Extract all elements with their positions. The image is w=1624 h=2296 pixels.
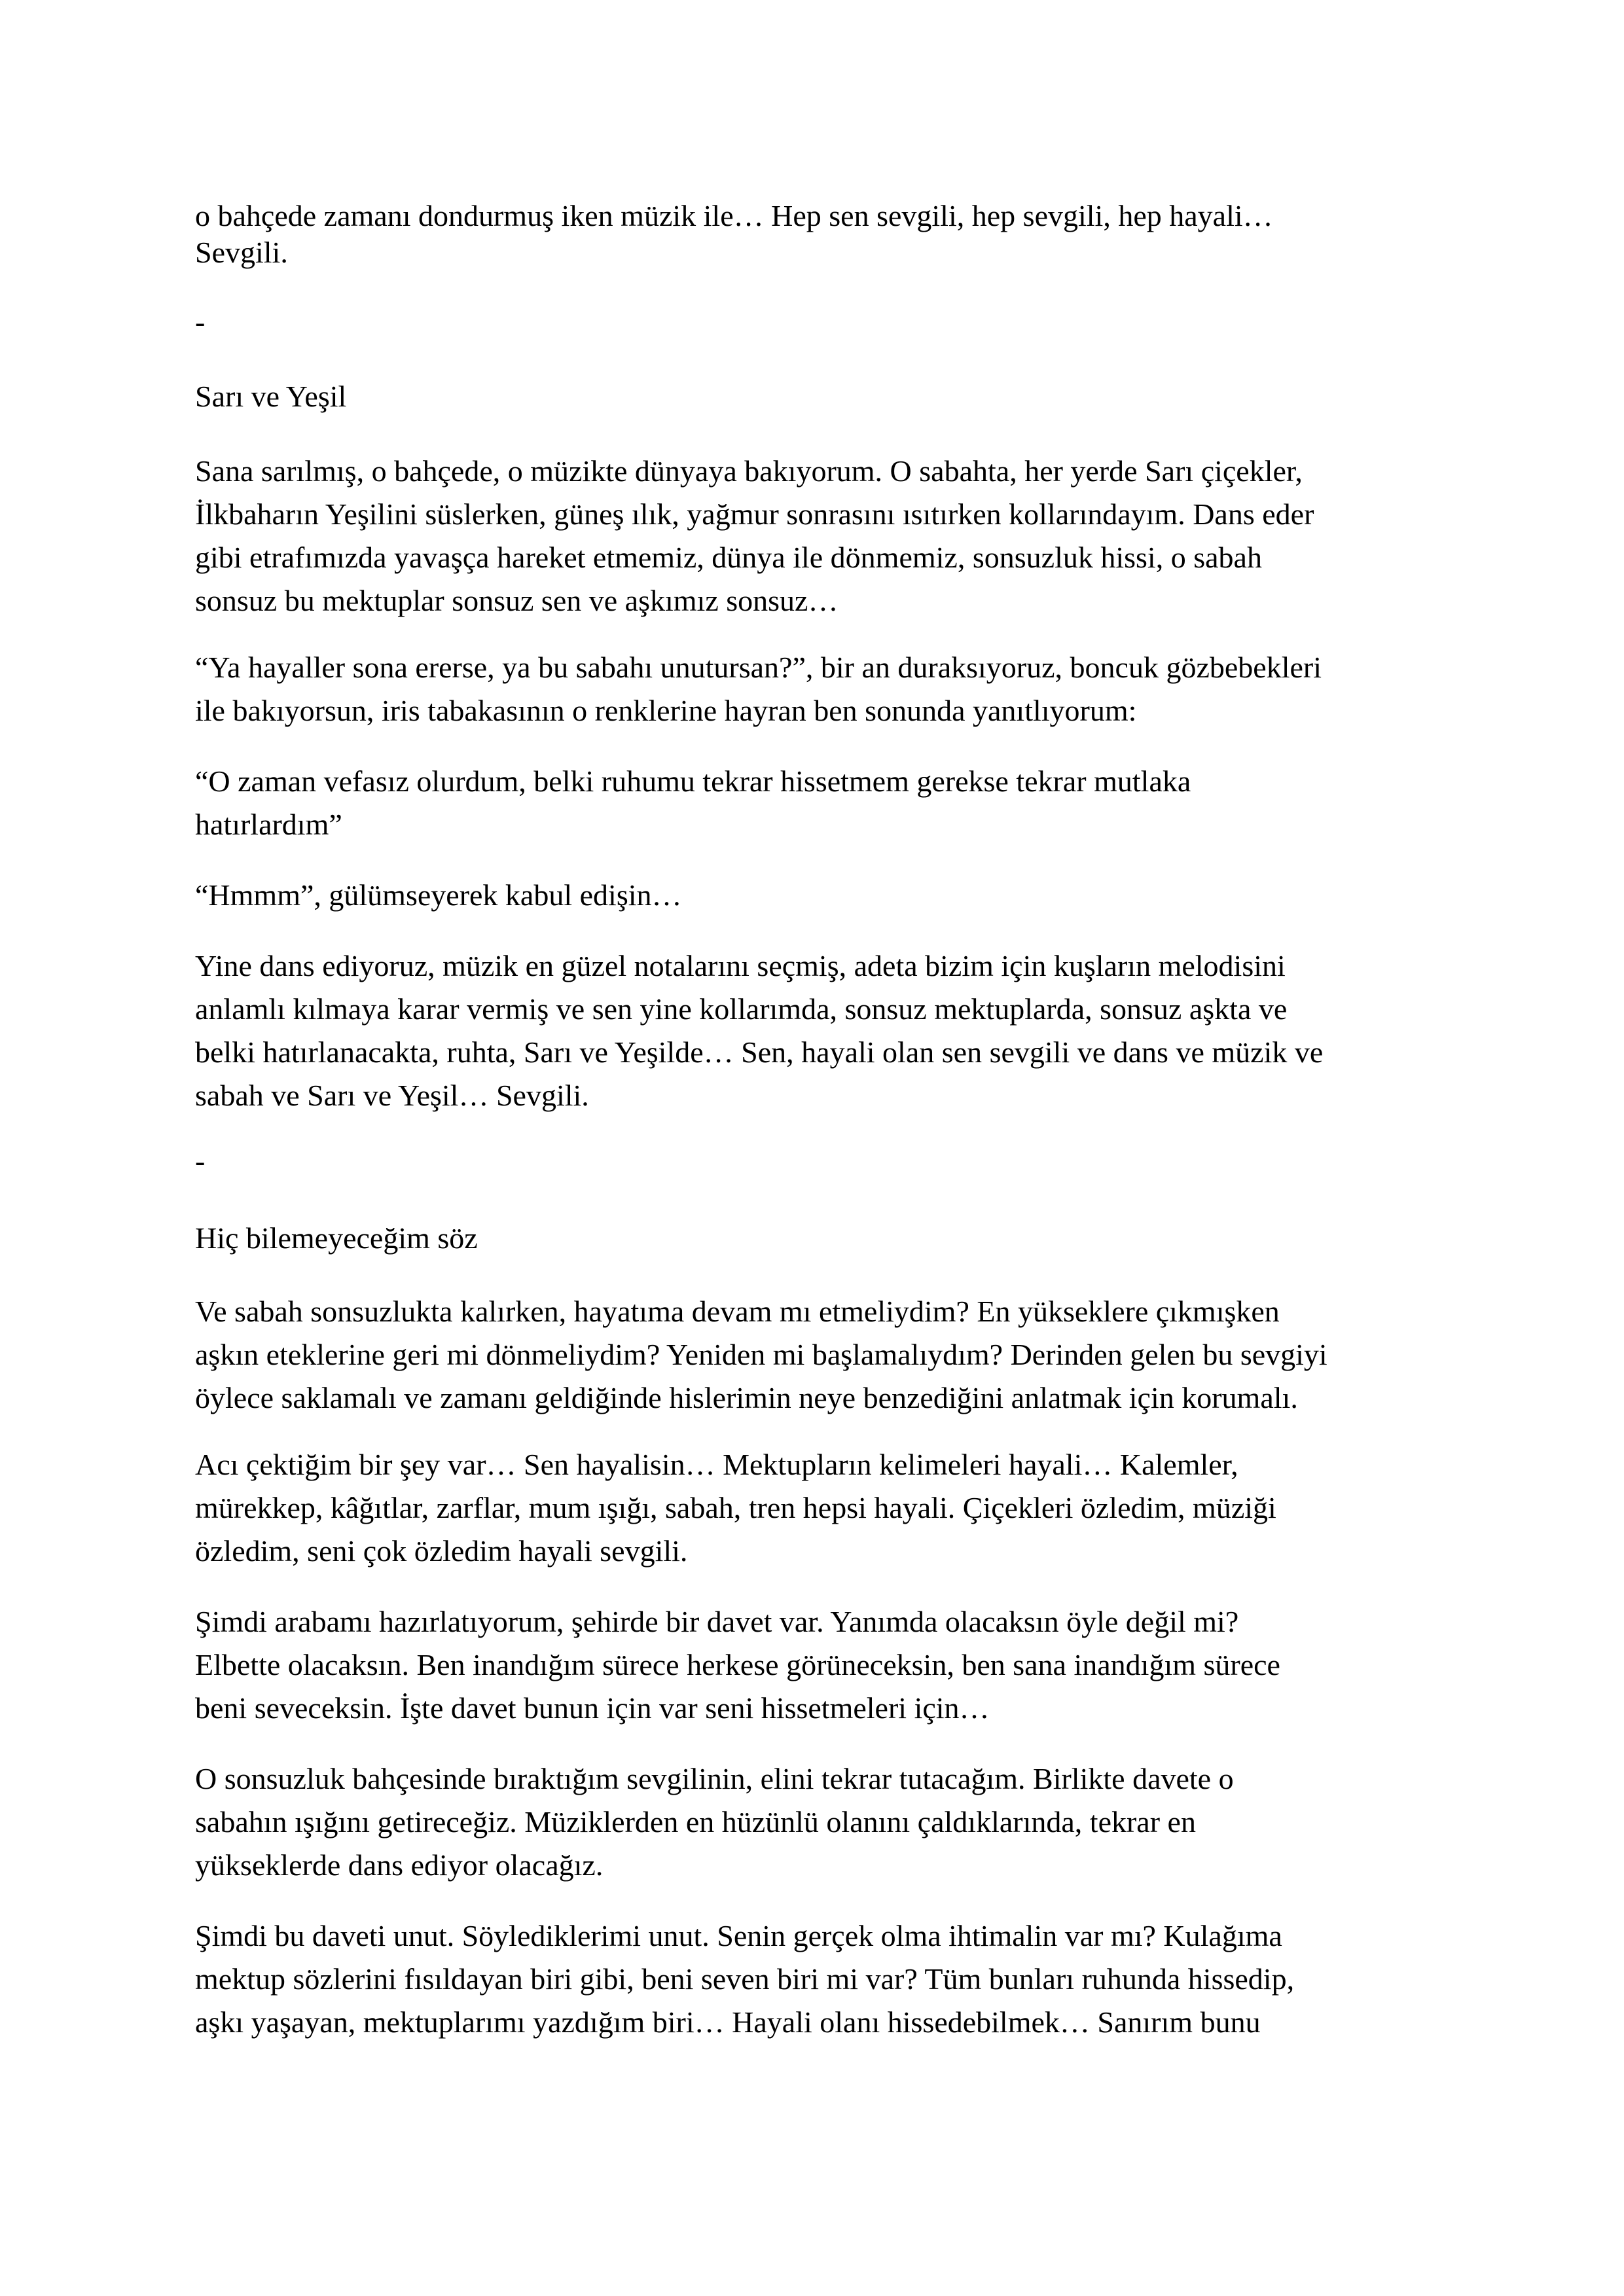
paragraph-line: aşkı yaşayan, mektuplarımı yazdığım biri… Hayali olanı hissedebilmek… Sanırım bunu: [195, 2005, 1261, 2039]
paragraph-line: sabah ve Sarı ve Yeşil… Sevgili.: [195, 1079, 589, 1112]
paragraph-line: belki hatırlanacakta, ruhta, Sarı ve Yeşilde… Sen, hayali olan sen sevgili ve dans ve müzik ve: [195, 1035, 1324, 1069]
paragraph-line: ile bakıyorsun, iris tabakasının o renklerine hayran ben sonunda yanıtlıyorum:: [195, 694, 1137, 727]
paragraph-line: gibi etrafımızda yavaşça hareket etmemiz, dünya ile dönmemiz, sonsuzluk hissi, o sabah: [195, 541, 1262, 574]
paragraph-line: beni seveceksin. İşte davet bunun için var seni hissetmeleri için…: [195, 1691, 990, 1725]
paragraph-line: Yine dans ediyoruz, müzik en güzel notalarını seçmiş, adeta bizim için kuşların melodisini: [195, 949, 1286, 982]
paragraph-line: “Hmmm”, gülümseyerek kabul edişin…: [195, 878, 682, 912]
paragraph-line: sabahın ışığını getireceğiz. Müziklerden en hüzünlü olanını çaldıklarında, tekrar en: [195, 1805, 1196, 1839]
paragraph-line: “Ya hayaller sona ererse, ya bu sabahı unutursan?”, bir an duraksıyoruz, boncuk gözbebekleri: [195, 651, 1322, 684]
paragraph-line: Sana sarılmış, o bahçede, o müzikte dünyaya bakıyorum. O sabahta, her yerde Sarı çiçekler,: [195, 454, 1303, 488]
paragraph-line: Şimdi arabamı hazırlatıyorum, şehirde bir davet var. Yanımda olacaksın öyle değil mi?: [195, 1605, 1239, 1638]
section-heading: Hiç bilemeyeceğim söz: [195, 1221, 478, 1255]
paragraph-line: Sevgili.: [195, 236, 288, 269]
paragraph-line: “O zaman vefasız olurdum, belki ruhumu tekrar hissetmem gerekse tekrar mutlaka: [195, 764, 1191, 798]
paragraph-line: özledim, seni çok özledim hayali sevgili.: [195, 1534, 688, 1568]
paragraph-line: Elbette olacaksın. Ben inandığım sürece herkese görüneceksin, ben sana inandığım sürece: [195, 1648, 1280, 1681]
paragraph-line: O sonsuzluk bahçesinde bıraktığım sevgilinin, elini tekrar tutacağım. Birlikte davete o: [195, 1762, 1234, 1795]
paragraph-line: aşkın eteklerine geri mi dönmeliydim? Yeniden mi başlamalıydım? Derinden gelen bu sevgiyi: [195, 1338, 1327, 1371]
paragraph-line: hatırlardım”: [195, 808, 342, 841]
paragraph-line: mürekkep, kâğıtlar, zarflar, mum ışığı, sabah, tren hepsi hayali. Çiçekleri özledim, müziği: [195, 1491, 1276, 1524]
section-separator: -: [195, 305, 206, 338]
paragraph-line: Acı çektiğim bir şey var… Sen hayalisin… Mektupların kelimeleri hayali… Kalemler,: [195, 1448, 1238, 1481]
paragraph-line: öylece saklamalı ve zamanı geldiğinde hislerimin neye benzediğini anlatmak için korumalı.: [195, 1381, 1298, 1414]
section-heading: Sarı ve Yeşil: [195, 380, 347, 413]
paragraph-line: mektup sözlerini fısıldayan biri gibi, beni seven biri mi var? Tüm bunları ruhunda hissedip,: [195, 1962, 1295, 1996]
section-separator: -: [195, 1144, 206, 1177]
paragraph-line: o bahçede zamanı dondurmuş iken müzik ile… Hep sen sevgili, hep sevgili, hep hayali…: [195, 199, 1273, 232]
paragraph-line: İlkbaharın Yeşilini süslerken, güneş ılık, yağmur sonrasını ısıtırken kollarındayım. Dans eder: [195, 497, 1314, 531]
paragraph-line: anlamlı kılmaya karar vermiş ve sen yine kollarımda, sonsuz mektuplarda, sonsuz aşkta ve: [195, 992, 1288, 1026]
paragraph-line: Ve sabah sonsuzlukta kalırken, hayatıma devam mı etmeliydim? En yükseklere çıkmışken: [195, 1295, 1280, 1328]
paragraph-line: sonsuz bu mektuplar sonsuz sen ve aşkımız sonsuz…: [195, 584, 839, 617]
paragraph-line: yükseklerde dans ediyor olacağız.: [195, 1848, 604, 1882]
paragraph-line: Şimdi bu daveti unut. Söylediklerimi unut. Senin gerçek olma ihtimalin var mı? Kulağıma: [195, 1919, 1282, 1952]
